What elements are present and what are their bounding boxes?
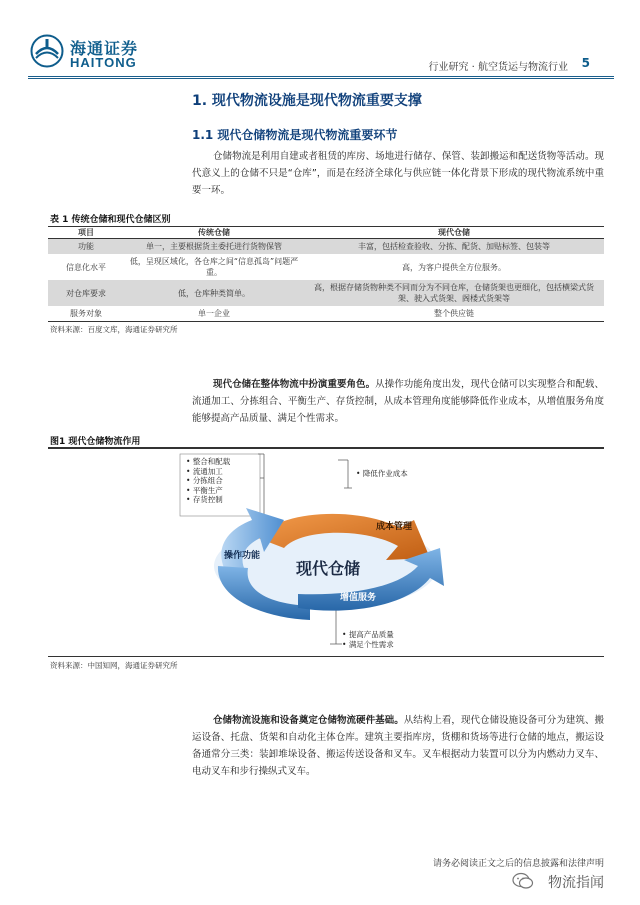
list-item: • 存货控制	[186, 495, 223, 504]
list-item: • 平衡生产	[186, 485, 223, 495]
haitong-emblem-icon	[30, 34, 64, 68]
intro-paragraph: 仓储物流是利用自建或者租赁的库房、场地进行储存、保管、装卸搬运和配送货物等活动。现代意义上的仓储不只是“仓库”，而是在经济全球化与供应链一体化背景下形成的现代物流系统中重要一环。	[192, 151, 604, 196]
cost-list	[356, 468, 408, 479]
table-cell: 低，呈现区域化，各仓库之间“信息孤岛”问题严重。	[129, 257, 299, 277]
section-title: 1. 现代物流设施是现代物流重要支撑	[192, 93, 422, 109]
facilities-paragraph-body: 从结构上看，现代仓储设施设备可分为建筑、搬运设备、托盘、货架和自动化主体仓库。建筑主要指库房，货棚和货场等进行仓储的地点，搬运设备通常分三类：装卸堆垛设备、搬运传送设备和叉车。叉车根据动力装置可以分为内燃动力叉车、电动叉车和步行操纵式叉车。	[192, 715, 604, 777]
table-source: 资料来源：百度文库，海通证券研究所	[50, 325, 178, 334]
table-header-row	[48, 227, 604, 239]
list-item: • 流通加工	[186, 466, 223, 476]
role-paragraph-lead: 现代仓储在整体物流中扮演重要角色。	[213, 379, 376, 390]
facilities-paragraph	[192, 712, 604, 780]
page-number: 5	[581, 56, 590, 70]
value-added-label: 增值服务	[340, 593, 377, 603]
disclaimer-note: 请务必阅读正文之后的信息披露和法律声明	[432, 859, 604, 869]
table-cell: 单一，主要根据货主委托进行货物保管	[124, 239, 304, 255]
table-row	[48, 254, 604, 280]
table-cell: 低，仓库种类简单。	[124, 280, 304, 306]
warehouse-role-diagram	[48, 448, 604, 656]
operations-label: 操作功能	[224, 551, 261, 561]
diagram-center-label: 现代仓储	[296, 559, 361, 578]
table-cell: 服务对象	[48, 306, 124, 322]
facilities-paragraph-lead: 仓储物流设施和设备奠定仓储物流硬件基础。	[213, 715, 404, 726]
table-row	[48, 280, 604, 306]
table-cell: 单一企业	[124, 306, 304, 322]
value-list	[342, 630, 394, 650]
list-item: • 降低作业成本	[356, 469, 408, 478]
role-paragraph-body: 从操作功能角度出发，现代仓储可以实现整合和配载、流通加工、分拣组合、平衡生产、存货控制，从成本管理角度能够降低作业成本，从增值服务角度能够提高产品质量、满足个性需求。	[192, 379, 604, 424]
haitong-logo	[30, 34, 170, 74]
logo-chinese-name: 海通证券	[70, 39, 139, 58]
table-cell: 丰富，包括检查验收、分拣、配货、加贴标签、包装等	[304, 239, 604, 255]
table-cell: 高，为客户提供全方位服务。	[402, 262, 506, 272]
table-caption: 表 1 传统仓储和现代仓储区别	[50, 215, 171, 225]
logo-english-name: HAITONG	[70, 55, 137, 70]
comparison-table	[48, 226, 604, 322]
table-cell: 功能	[48, 239, 124, 255]
table-row	[48, 306, 604, 322]
table-cell: 信息化水平	[66, 262, 106, 272]
list-item: • 整合和配载	[186, 457, 231, 466]
cost-callout	[338, 460, 352, 488]
list-item: • 满足个性需求	[342, 640, 394, 649]
header-divider	[28, 76, 614, 77]
ops-function-list	[186, 457, 266, 505]
table-cell: 对仓库要求	[48, 280, 124, 306]
table-header-cell: 现代仓储	[304, 227, 604, 239]
figure-source: 资料来源：中国知网，海通证券研究所	[50, 661, 178, 670]
list-item: • 提高产品质量	[342, 630, 394, 639]
list-item: • 分拣组合	[186, 476, 223, 485]
subsection-title: 1.1 现代仓储物流是现代物流重要环节	[192, 128, 398, 142]
account-watermark: 物流指闻	[548, 875, 604, 891]
figure-caption: 图1 现代仓储物流作用	[50, 437, 141, 447]
table-header-cell: 传统仓储	[124, 227, 304, 239]
breadcrumb: 行业研究 · 航空货运与物流行业	[428, 62, 568, 73]
role-paragraph	[192, 376, 604, 427]
header-divider-secondary	[28, 78, 614, 79]
figure-bottom-rule	[48, 656, 604, 657]
table-cell: 整个供应链	[304, 306, 604, 322]
table-cell: 高，根据存储货物种类不同而分为不同仓库，仓储货架也更细化，包括横梁式货架、驶入式货架、阁楼式货架等	[304, 280, 604, 306]
table-header-cell: 项目	[48, 227, 124, 239]
wechat-icon	[512, 872, 534, 890]
table-row	[48, 239, 604, 255]
cost-management-label: 成本管理	[376, 522, 413, 532]
